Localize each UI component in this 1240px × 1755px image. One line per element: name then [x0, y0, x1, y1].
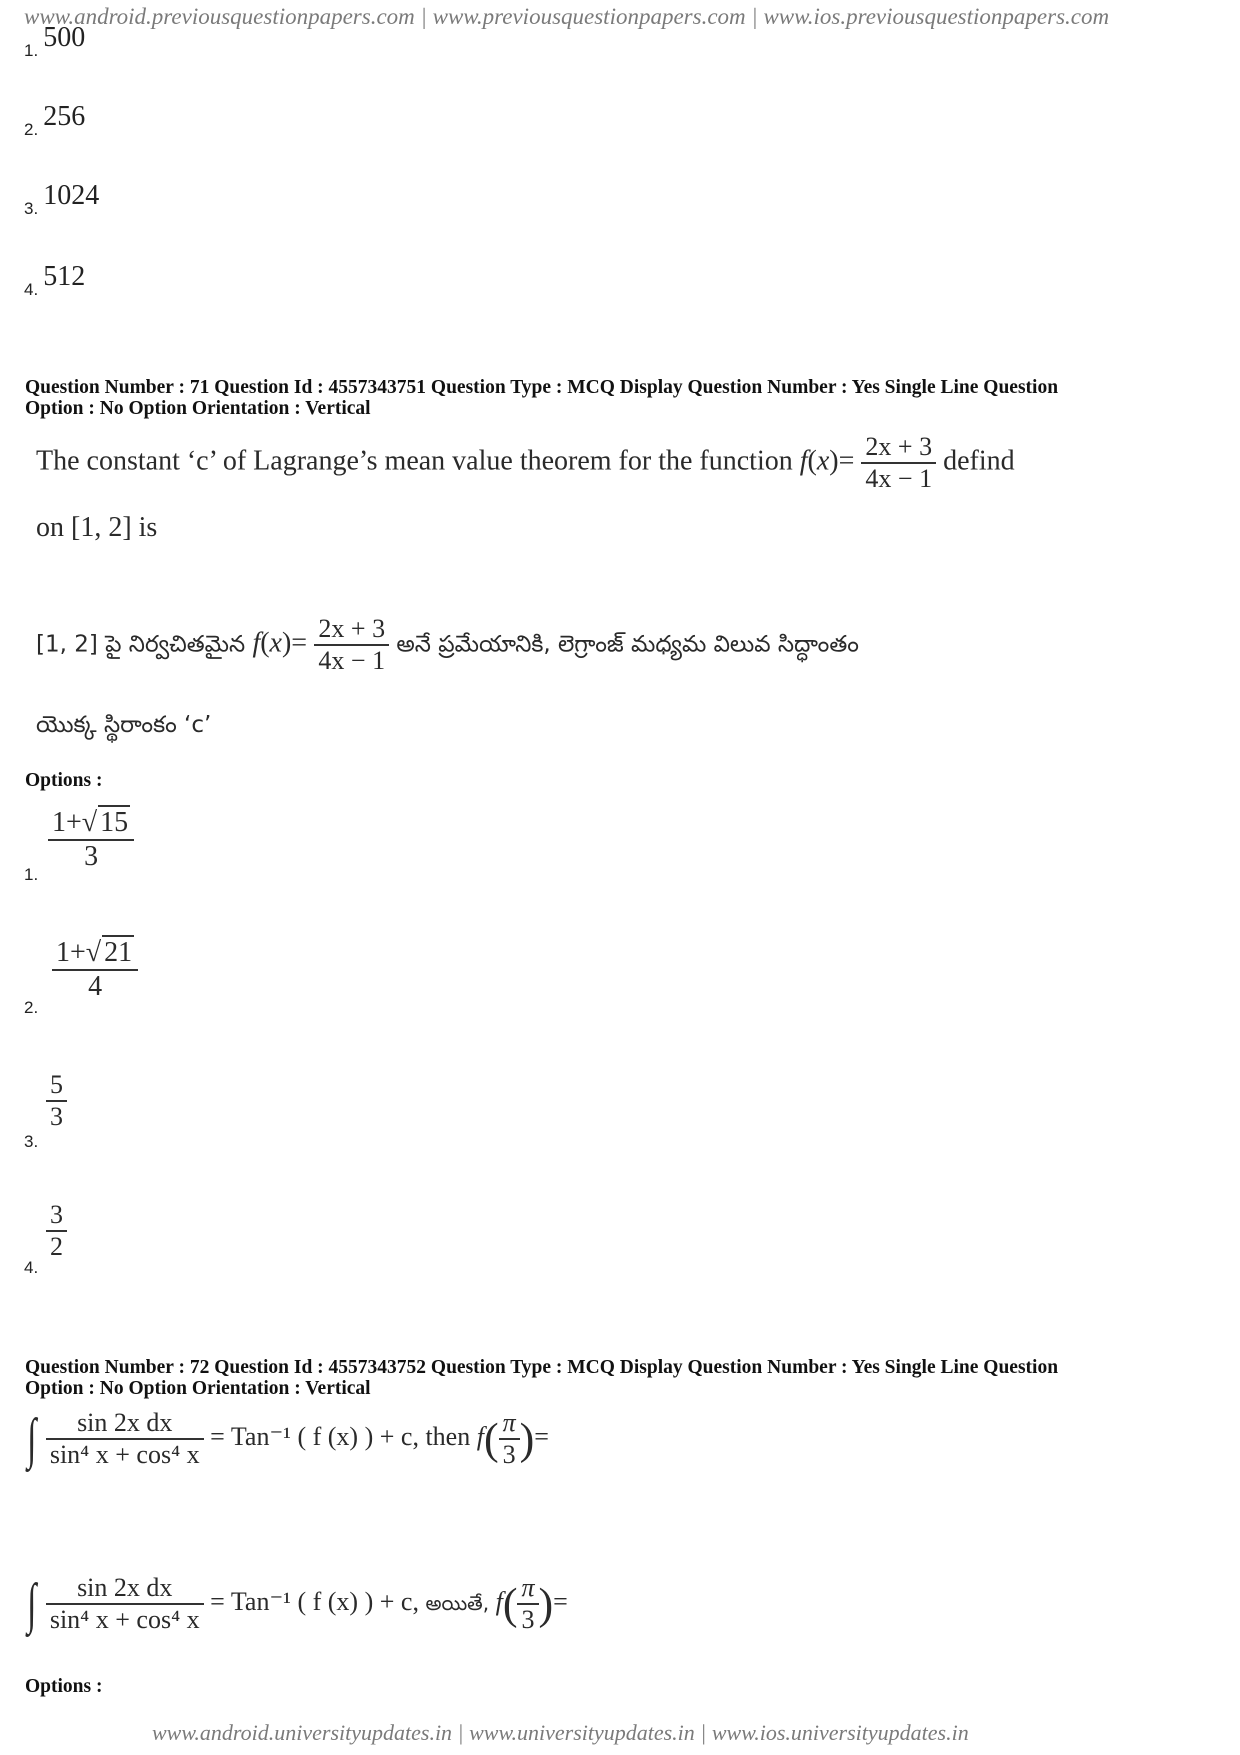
q71-function-fraction: [861, 432, 936, 494]
integrand-denominator: sin⁴ x + cos⁴ x: [46, 1438, 204, 1470]
function-symbol: f: [799, 445, 808, 477]
q72-telugu-equation: ∫ $\frac{\text{sin 2x dx}}{\text{sin⁴ x + cos⁴ x}}$ = Tan⁻¹ ( f (x) ) + c, అయితే, f( $\frac{\pi}{3}$ )=: [27, 1573, 568, 1635]
telugu-then-word: అయితే,: [425, 1590, 490, 1615]
sqrt-icon: √: [85, 937, 102, 968]
q72-meta: [25, 1357, 1215, 1399]
prev-option-3[interactable]: [24, 180, 100, 218]
fraction-denominator: 4: [52, 969, 138, 1003]
fraction-numerator: 2x + 3: [865, 432, 933, 461]
fraction-denominator: 4x − 1: [861, 462, 936, 494]
prev-option-1[interactable]: [24, 22, 86, 60]
option-value: 1024: [43, 180, 100, 211]
sqrt-icon: √: [81, 807, 98, 838]
rhs-expression: = Tan⁻¹ ( f (x) ) + c,: [210, 1586, 419, 1616]
option-number: 1.: [24, 865, 39, 884]
fraction-numerator: 1+: [52, 807, 82, 838]
fraction-numerator: 1+: [56, 937, 86, 968]
integrand-numerator: sin 2x dx: [77, 1408, 173, 1437]
function-symbol: f: [476, 1421, 484, 1451]
q72-english-equation: ∫ $\frac{\text{sin 2x dx}}{\text{sin⁴ x + cos⁴ x}}$ = Tan⁻¹ ( f (x) ) + c, then f( $\frac{\pi}{3}$ )=: [27, 1408, 549, 1470]
q71-telugu-line2: యొక్క స్థిరాంకం ‘c’: [36, 712, 212, 738]
q72-meta-line1: Question Number : 72 Question Id : 4557343752 Question Type : MCQ Display Question Number : Yes Single Line Question: [25, 1357, 1059, 1378]
option-number: 2.: [24, 120, 39, 139]
fraction-denominator: 2: [46, 1230, 67, 1262]
function-symbol: f: [252, 627, 261, 659]
rhs-expression: = Tan⁻¹ ( f (x) ) + c,: [210, 1421, 419, 1451]
denominator-three: 3: [517, 1603, 538, 1635]
q72-meta-line2: Option : No Option Orientation : Vertical: [25, 1378, 371, 1399]
equals-sign: =: [553, 1586, 568, 1616]
header-watermark: www.android.previousquestionpapers.com | www.previousquestionpapers.com | www.ios.previousquestionpapers.com: [24, 4, 1110, 29]
q72-options-label: Options :: [25, 1676, 103, 1697]
pi-over-3-fraction: [517, 1573, 538, 1635]
fraction-denominator: 3: [46, 1100, 67, 1132]
footer-watermark: www.android.universityupdates.in | www.universityupdates.in | www.ios.universityupdates.in: [152, 1720, 969, 1745]
integral-icon: ∫: [27, 1408, 37, 1470]
option-fraction: [52, 935, 138, 1003]
option-value: 500: [43, 22, 86, 53]
q71-telugu-question: [1, 2] పై నిర్వచితమైన f(x)= $\frac{2x + 3}{4x - 1}$ అనే ప్రమేయానికి, లెగ్రాంజ్ మధ్యమ విలువ సిద్ధాంతం: [36, 614, 859, 675]
option-number: 3.: [24, 199, 39, 218]
q71-meta-line1: Question Number : 71 Question Id : 4557343751 Question Type : MCQ Display Question Number : Yes Single Line Question: [25, 377, 1059, 398]
q71-telugu-before: [1, 2] పై నిర్వచితమైన: [36, 631, 246, 658]
q71-telugu-after: అనే ప్రమేయానికి, లెగ్రాంజ్ మధ్యమ విలువ సిద్ధాంతం: [396, 631, 859, 658]
prev-option-4[interactable]: [24, 261, 86, 299]
option-number: 1.: [24, 41, 39, 60]
equals-sign: =: [534, 1421, 549, 1451]
option-number: 3.: [24, 1132, 39, 1151]
integrand-fraction: [46, 1408, 204, 1470]
option-fraction: [46, 1070, 67, 1132]
option-fraction: [46, 1200, 67, 1262]
radicand: 21: [104, 937, 133, 968]
then-word: then: [425, 1421, 471, 1451]
q71-telugu-fraction: [314, 614, 389, 676]
function-symbol: f: [495, 1586, 503, 1616]
integral-icon: ∫: [27, 1573, 37, 1635]
fraction-denominator: 3: [48, 839, 134, 873]
pi-over-3-fraction: [499, 1408, 520, 1470]
fraction-denominator: 4x − 1: [314, 644, 389, 676]
fraction-numerator: 3: [50, 1200, 63, 1229]
q71-meta-line2: Option : No Option Orientation : Vertical: [25, 398, 371, 419]
q71-meta: [25, 377, 1215, 419]
option-number: 4.: [24, 280, 39, 299]
q71-english-question: The constant ‘c’ of Lagrange’s mean value theorem for the function f(x)= $\frac{2x + 3}{4x - 1}$ defind: [36, 432, 1015, 493]
integrand-numerator: sin 2x dx: [77, 1573, 173, 1602]
integrand-denominator: sin⁴ x + cos⁴ x: [46, 1603, 204, 1635]
q71-english-after: defind: [943, 445, 1015, 477]
variable-x: x: [269, 627, 282, 659]
option-fraction: [48, 805, 134, 873]
denominator-three: 3: [499, 1438, 520, 1470]
pi-symbol: π: [521, 1573, 535, 1602]
option-value: 256: [43, 101, 86, 132]
variable-x: x: [816, 445, 830, 477]
pi-symbol: π: [502, 1408, 516, 1437]
prev-option-2[interactable]: [24, 101, 86, 139]
option-number: 4.: [24, 1258, 39, 1277]
fraction-numerator: 2x + 3: [318, 614, 386, 643]
q71-english-line2: on [1, 2] is: [36, 512, 158, 543]
q71-english-text: The constant ‘c’ of Lagrange’s mean value theorem for the function: [36, 445, 793, 477]
fraction-numerator: 5: [50, 1070, 63, 1099]
q71-options-label: Options :: [25, 770, 103, 791]
option-number: 2.: [24, 998, 39, 1017]
integrand-fraction: [46, 1573, 204, 1635]
radicand: 15: [100, 807, 129, 838]
option-value: 512: [43, 261, 86, 292]
